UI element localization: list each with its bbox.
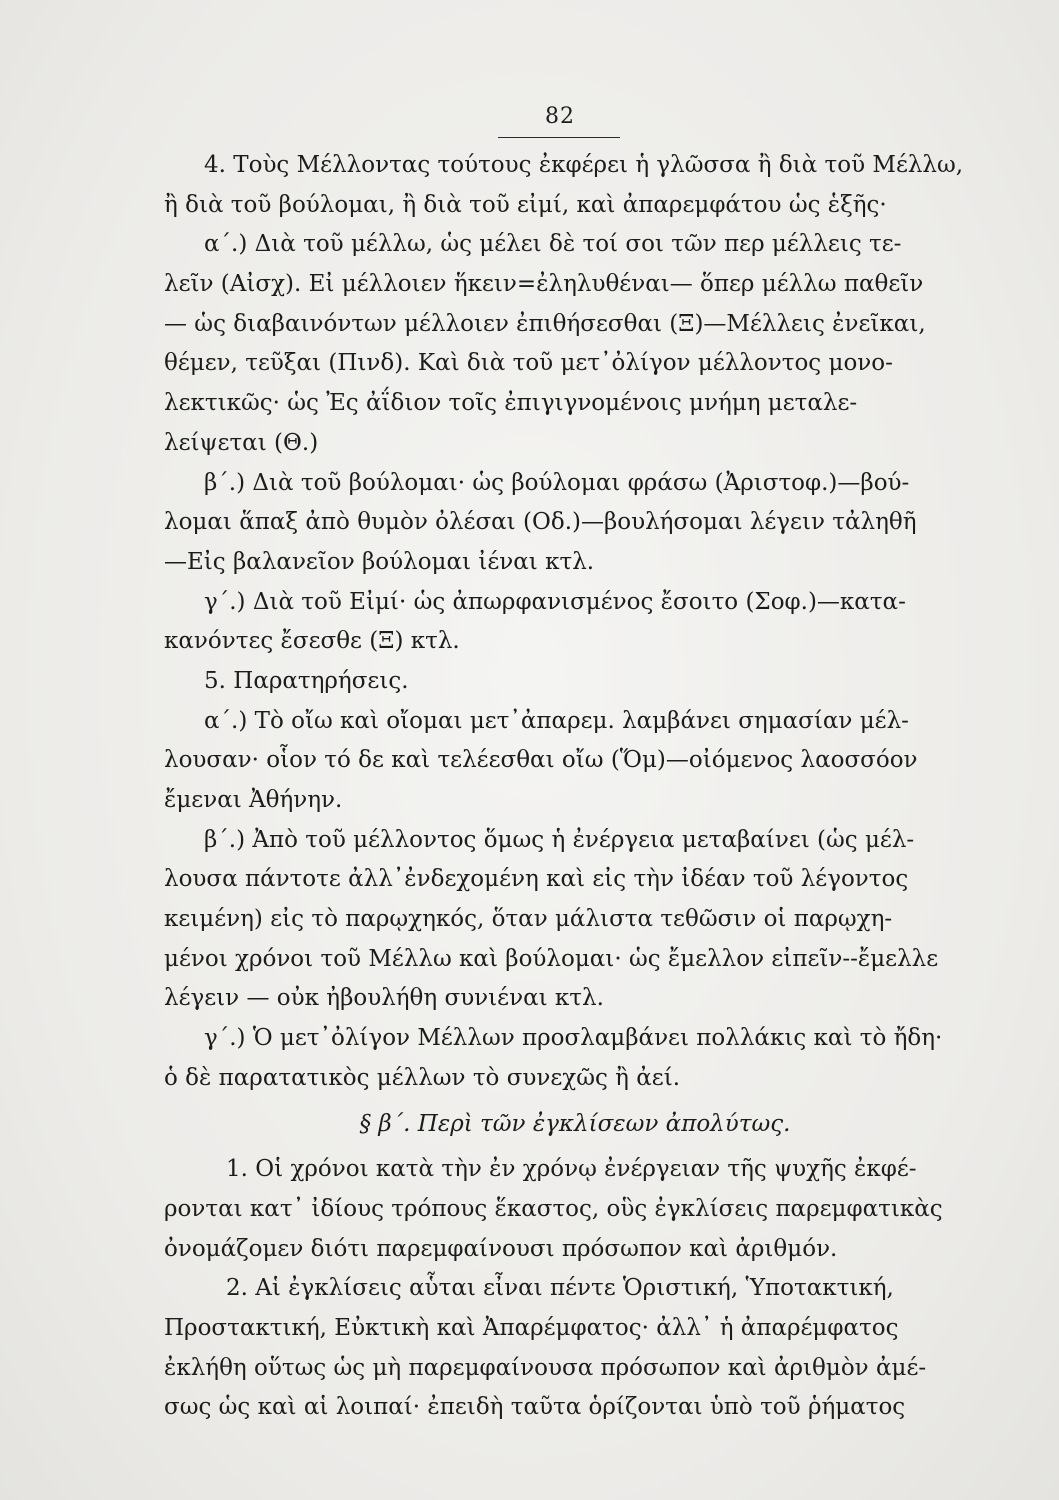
text-line: γ΄.) Διὰ τοῦ Εἰμί· ὡς ἀπωρφανισμένος ἔσοιτο (Σοφ.)—κατα- (204, 588, 906, 615)
text-line: κανόντες ἔσεσθε (Ξ) κτλ. (164, 628, 460, 655)
text-line: — ὡς διαβαινόντων μέλλοιεν ἐπιθήσεσθαι (Ξ)—Μέλλεις ἐνεῖκαι, (164, 310, 926, 337)
text-line: ρονται κατ᾽ ἰδίους τρόπους ἕκαστος, οὓς ἐγκλίσεις παρεμφατικὰς (164, 1195, 943, 1222)
text-line: θέμεν, τεῦξαι (Πινδ). Καὶ διὰ τοῦ μετ᾽ὀλίγον μέλλοντος μονο- (164, 350, 893, 377)
text-line: ὀνομάζομεν διότι παρεμφαίνουσι πρόσωπον καὶ ἀριθμόν. (164, 1235, 838, 1262)
text-line: Προστακτική, Εὐκτικὴ καὶ Ἀπαρέμφατος· ἀλλ᾽ ἡ ἀπαρέμφατος (164, 1314, 899, 1341)
text-line: α΄.) Τὸ οἴω καὶ οἴομαι μετ᾽ἀπαρεμ. λαμβάνει σημασίαν μέλ- (204, 707, 909, 734)
text-line: ἢ διὰ τοῦ βούλομαι, ἢ διὰ τοῦ εἰμί, καὶ ἀπαρεμφάτου ὡς ἑξῆς· (164, 191, 887, 218)
text-line: μένοι χρόνοι τοῦ Μέλλω καὶ βούλομαι· ὡς ἔμελλον εἰπεῖν--ἔμελλε (164, 945, 939, 972)
section-heading-observations: 5. Παρατηρήσεις. (204, 667, 409, 694)
text-line: γ΄.) Ὁ μετ᾽ὀλίγον Μέλλων προσλαμβάνει πολλάκις καὶ τὸ ἤδη· (204, 1025, 943, 1052)
text-line: β΄.) Ἀπὸ τοῦ μέλλοντος ὅμως ἡ ἐνέργεια μεταβαίνει (ὡς μέλ- (204, 826, 915, 853)
text-line: λουσα πάντοτε ἀλλ᾽ἐνδεχομένη καὶ εἰς τὴν ἰδέαν τοῦ λέγοντος (164, 866, 909, 893)
text-line: ἔμεναι Ἀθήνην. (164, 787, 343, 813)
body-text (164, 146, 986, 1428)
page-number: 82 (545, 104, 575, 129)
text-line: β΄.) Διὰ τοῦ βούλομαι· ὡς βούλομαι φράσω (Ἀριστοφ.)—βού- (204, 469, 910, 496)
text-line: λεῖν (Αἰσχ). Εἰ μέλλοιεν ἥκειν=ἐληλυθέναι— ὅπερ μέλλω παθεῖν (164, 271, 924, 298)
text-line: κειμένη) εἰς τὸ παρῳχηκός, ὅταν μάλιστα τεθῶσιν οἱ παρῳχη- (164, 906, 893, 933)
section-heading: § β΄. Περὶ τῶν ἐγκλίσεων ἀπολύτως. (359, 1110, 791, 1137)
text-line: λείψεται (Θ.) (164, 429, 319, 456)
text-line: α΄.) Διὰ τοῦ μέλλω, ὡς μέλει δὲ τοί σοι τῶν περ μέλλεις τε- (204, 231, 902, 258)
text-line: ἐκλήθη οὕτως ὡς μὴ παρεμφαίνουσα πρόσωπον καὶ ἀριθμὸν ἀμέ- (164, 1354, 927, 1381)
text-line: ὁ δὲ παρατατικὸς μέλλων τὸ συνεχῶς ἢ ἀεί. (164, 1064, 681, 1091)
text-line: 2. Αἱ ἐγκλίσεις αὗται εἶναι πέντε Ὁριστική, Ὑποτακτική, (226, 1275, 894, 1302)
text-line: λέγειν — οὐκ ἠβουλήθη συνιέναι κτλ. (164, 985, 604, 1012)
text-line: λομαι ἅπαξ ἀπὸ θυμὸν ὀλέσαι (Οδ.)—βουλήσομαι λέγειν τἀληθῆ (164, 509, 917, 536)
text-line: σως ὡς καὶ αἱ λοιπαί· ἐπειδὴ ταῦτα ὁρίζονται ὑπὸ τοῦ ῥήματος (164, 1394, 906, 1421)
text-line: λεκτικῶς· ὡς Ἐς ἀΐδιον τοῖς ἐπιγιγνομένοις μνήμη μεταλε- (164, 390, 858, 417)
page-number-rule (498, 137, 620, 138)
text-line: 4. Τοὺς Μέλλοντας τούτους ἐκφέρει ἡ γλῶσσα ἢ διὰ τοῦ Μέλλω, (204, 152, 964, 178)
text-line: λουσαν· οἷον τό δε καὶ τελέεσθαι οἴω (Ὅμ)—οἰόμενος λαοσσόον (164, 747, 918, 774)
text-line: 1. Οἱ χρόνοι κατὰ τὴν ἐν χρόνῳ ἐνέργειαν τῆς ψυχῆς ἐκφέ- (226, 1156, 917, 1183)
text-line: —Εἰς βαλανεῖον βούλομαι ἰέναι κτλ. (164, 548, 595, 575)
